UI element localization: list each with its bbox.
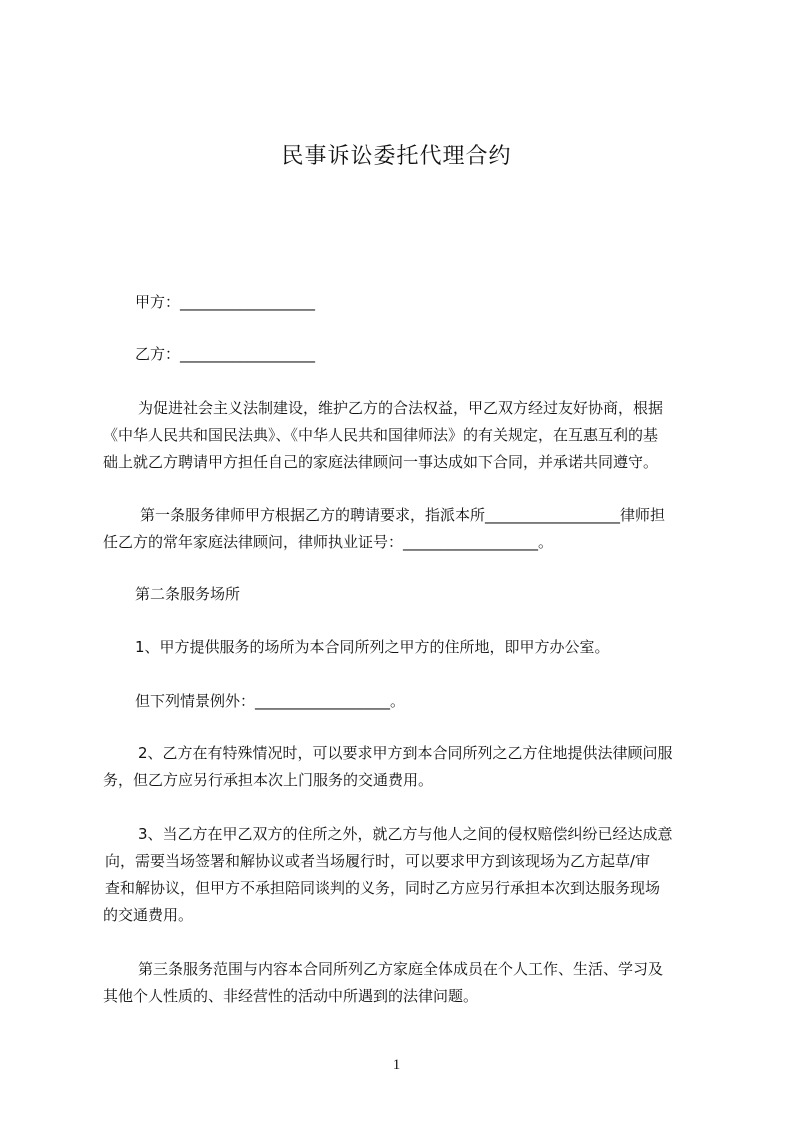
article-1-line-1: 第一条服务律师甲方根据乙方的聘请要求，指派本所__________________律师担 — [140, 506, 666, 524]
page-number: 1 — [392, 1057, 401, 1073]
document-title: 民事诉讼委托代理合约 — [281, 144, 512, 169]
article-2-heading: 第二条服务场所 — [135, 585, 241, 603]
article-2-item-3-line-2: 向，需要当场签署和解协议或者当场履行时，可以要求甲方到该现场为乙方起草/审 — [105, 852, 651, 870]
intro-line-3: 础上就乙方聘请甲方担任自己的家庭法律顾问一事达成如下合同，并承诺共同遵守。 — [103, 453, 659, 471]
intro-line-1: 为促进社会主义法制建设，维护乙方的合法权益，甲乙双方经过友好协商，根据 — [138, 399, 664, 417]
intro-line-2: 《中华人民共和国民法典》、《中华人民共和国律师法》的有关规定，在互惠互利的基 — [103, 426, 659, 444]
article-2-item-2-line-2: 务，但乙方应另行承担本次上门服务的交通费用。 — [103, 771, 434, 789]
article-3-line-2: 其他个人性质的、非经营性的活动中所遇到的法律问题。 — [103, 987, 479, 1005]
article-2-item-3-line-4: 的交通费用。 — [103, 906, 194, 924]
article-2-item-3-line-1: 3、当乙方在甲乙双方的住所之外，就乙方与他人之间的侵权赔偿纠纷已经达成意 — [138, 825, 673, 843]
article-3-line-1: 第三条服务范围与内容本合同所列乙方家庭全体成员在个人工作、生活、学习及 — [138, 960, 664, 978]
article-1-line-2: 任乙方的常年家庭法律顾问，律师执业证号：__________________。 — [103, 533, 554, 551]
article-2-item-3-line-3: 查和解协议，但甲方不承担陪同谈判的义务，同时乙方应另行承担本次到达服务现场 — [105, 879, 661, 897]
party-b-line: 乙方：__________________ — [135, 345, 316, 363]
article-2-item-2-line-1: 2、乙方在有特殊情况时，可以要求甲方到本合同所列之乙方住地提供法律顾问服 — [138, 744, 673, 762]
party-a-line: 甲方：__________________ — [135, 293, 316, 311]
article-2-exception: 但下列情景例外：__________________。 — [135, 692, 406, 710]
article-2-item-1: 1、甲方提供服务的场所为本合同所列之甲方的住所地，即甲方办公室。 — [135, 638, 610, 656]
